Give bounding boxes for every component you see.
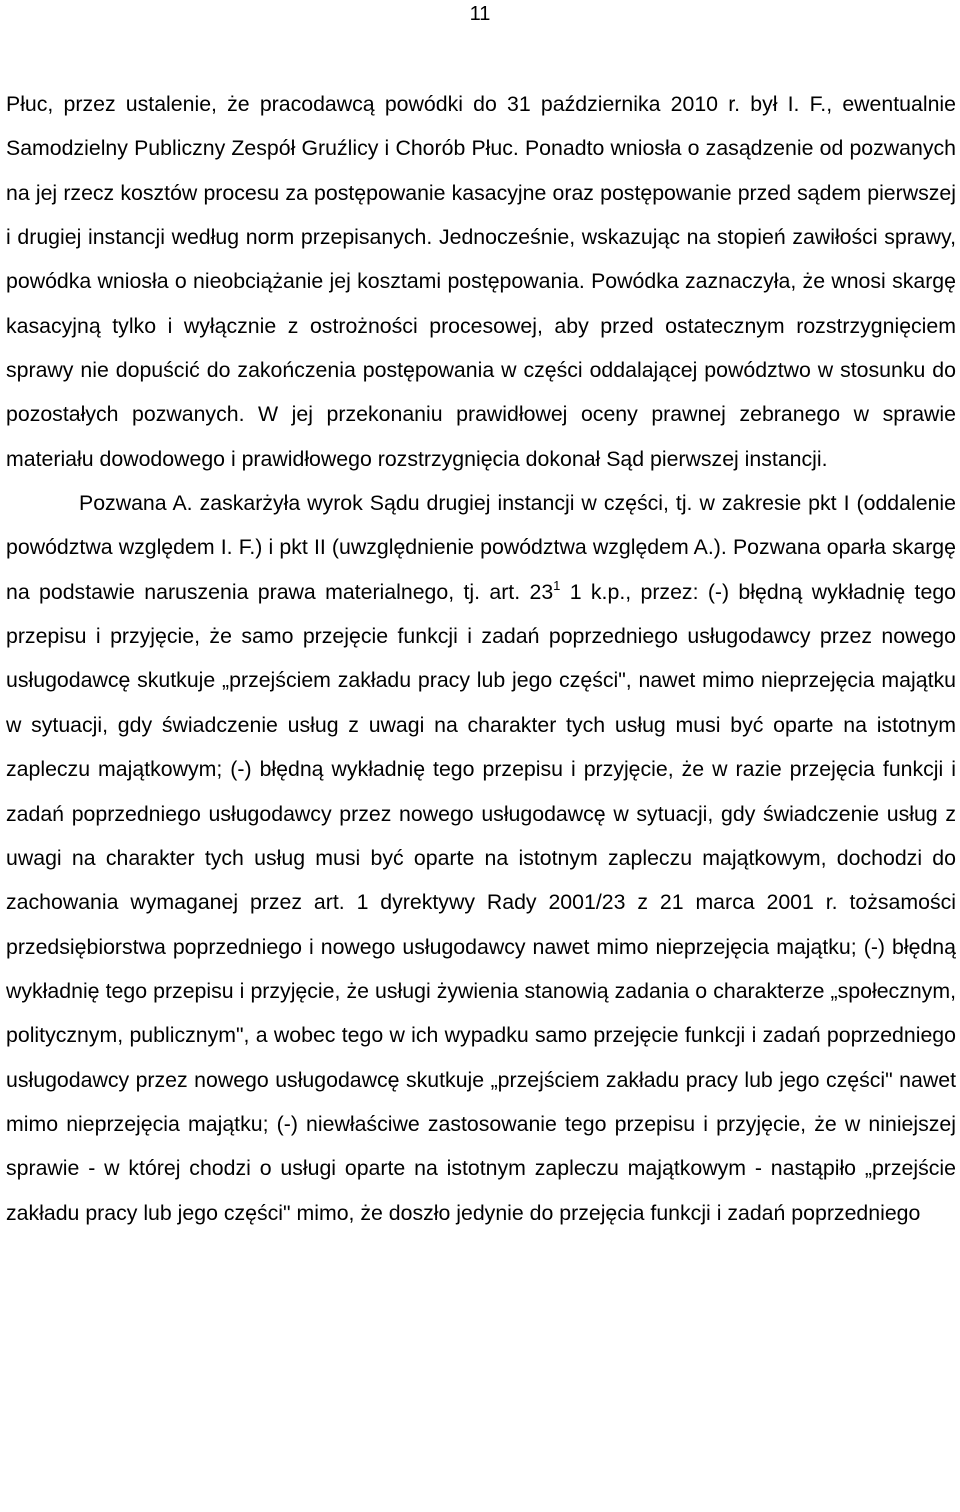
appeal-text-start: Pozwana A. zaskarżyła wyrok Sądu drugiej instancji w części, tj. w zakresie pkt I (oddalenie powództwa względem I. F.) i pkt II (uwzględnienie powództwa względem A.). Pozwana oparła skargę na podstawie naruszenia prawa materialnego, tj. art. 23 xyxy=(6,491,956,604)
article-superscript: 1 xyxy=(553,577,561,593)
paragraph-defendant-appeal xyxy=(6,481,956,1235)
paragraph-plaintiff-claims: Płuc, przez ustalenie, że pracodawcą powódki do 31 października 2010 r. był I. F., ewentualnie Samodzielny Publiczny Zespół Gruźlicy i Chorób Płuc. Ponadto wniosła o zasądzenie od pozwanych na jej rzecz kosztów procesu za postępowanie kasacyjne oraz postępowanie przed sądem pierwszej i drugiej instancji według norm przepisanych. Jednocześnie, wskazując na stopień zawiłości sprawy, powódka wniosła o nieobciążanie jej kosztami postępowania. Powódka zaznaczyła, że wnosi skargę kasacyjną tylko i wyłącznie z ostrożności procesowej, aby przed ostatecznym rozstrzygnięciem sprawy nie dopuścić do zakończenia postępowania w części oddalającej powództwo w stosunku do pozostałych pozwanych. W jej przekonaniu prawidłowej oceny prawnej zebranego w sprawie materiału dowodowego i prawidłowego rozstrzygnięcia dokonał Sąd pierwszej instancji. xyxy=(6,92,956,471)
appeal-text-rest: 1 k.p., przez: (-) błędną wykładnię tego przepisu i przyjęcie, że samo przejęcie funkcji i zadań poprzedniego usługodawcy przez nowego usługodawcę skutkuje „przejściem zakładu pracy lub jego części", nawet mimo nieprzejęcia majątku w sytuacji, gdy świadczenie usług z uwagi na charakter tych usług musi być oparte na istotnym zapleczu majątkowym; (-) błędną wykładnię tego przepisu i przyjęcie, że w razie przejęcia funkcji i zadań poprzedniego usługodawcy przez nowego usługodawcę w sytuacji, gdy świadczenie usług z uwagi na charakter tych usług musi być oparte na istotnym zapleczu majątkowym, dochodzi do zachowania wymaganej przez art. 1 dyrektywy Rady 2001/23 z 21 marca 2001 r. tożsamości przedsiębiorstwa poprzedniego i nowego usługodawcy nawet mimo nieprzejęcia majątku; (-) błędną wykładnię tego przepisu i przyjęcie, że usługi żywienia stanowią zadania o charakterze „społecznym, politycznym, publicznym", a wobec tego w ich wypadku samo przejęcie funkcji i zadań poprzedniego usługodawcy przez nowego usługodawcę skutkuje „przejściem zakładu pracy lub jego części" nawet mimo nieprzejęcia majątku; (-) niewłaściwe zastosowanie tego przepisu i przyjęcie, że w niniejszej sprawie - w której chodzi o usługi oparte na istotnym zapleczu majątkowym - nastąpiło „przejście zakładu pracy lub jego części" mimo, że doszło jedynie do przejęcia funkcji i zadań poprzedniego xyxy=(6,579,957,1225)
page-number: 11 xyxy=(469,3,491,25)
document-body xyxy=(6,82,956,1235)
